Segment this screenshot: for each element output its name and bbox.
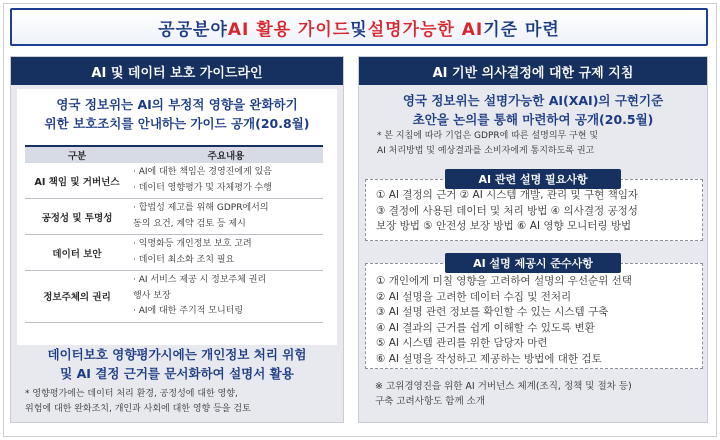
section-label-compliance: AI 설명 제공시 준수사항	[445, 253, 621, 273]
right-note: * 본 지침에 따라 기업은 GDPR에 따른 설명의무 구현 및 AI 처리방법 및 예상결과를 소비자에게 통지하도록 권고	[377, 131, 599, 156]
title-text-4: 설명가능한 AI	[367, 19, 484, 40]
slide-title	[10, 8, 708, 46]
table-row	[25, 235, 323, 271]
left-note: * 영향평가에는 데이터 처리 환경, 공정성에 대한 영향, 위험에 대한 완화조치, 개인과 사회에 대한 영향 등을 검토	[25, 389, 251, 414]
table-row	[25, 163, 323, 199]
explanation-requirements-box: ① AI 결정의 근거 ② AI 시스템 개발, 관리 및 구현 책임자 ③ 결정에 사용된 데이터 및 처리 방법 ④ 의사결정 공정성 보장 방법 ⑤ 안전성 보장 방법 ⑥ AI 영향 모니터링 방법	[365, 179, 703, 241]
table-header-category: 구분	[25, 146, 129, 163]
table-row-category: 정보주체의 권리	[25, 271, 129, 323]
table-header-row	[25, 146, 323, 163]
title-text-1: 공공분야	[158, 19, 228, 40]
left-main-card	[17, 89, 337, 345]
table-row-items: · AI 서비스 제공 시 정보주체 권리 행사 보장 · AI에 대한 주기적 모니터링	[129, 271, 323, 323]
left-panel	[10, 56, 344, 423]
table-row-items: · AI에 대한 책임은 경영진에게 있음 · 데이터 영향평가 및 자체평가 수행	[129, 163, 323, 199]
table-row-items: · 합법성 제고를 위해 GDPR에서의 동의 요건, 계약 검토 등 제시	[129, 199, 323, 235]
right-panel	[358, 56, 708, 423]
left-lead: 영국 정보위는 AI의 부정적 영향을 완화하기 위한 보호조치를 안내하는 가이드 공개(20.8월)	[44, 97, 310, 131]
left-panel-header: AI 및 데이터 보호 가이드라인	[11, 57, 343, 85]
table-header-content: 주요내용	[129, 146, 323, 163]
guide-table	[25, 145, 323, 323]
compliance-box: ① 개인에게 미칠 영향을 고려하여 설명의 우선순위 선택 ② AI 설명을 고려한 데이터 수집 및 전처리 ③ AI 설명 관련 정보를 확인할 수 있는 시스템 구축 ④ AI 결과의 근거를 쉽게 이해할 수 있도록 변환 ⑤ AI 시스템 관리를 위한 담당자 마련 ⑥ AI 설명을 작성하고 제공하는 방법에 대한 검토	[365, 263, 703, 369]
title-text-5: 기준 마련	[483, 19, 560, 40]
table-row-category: 공정성 및 투명성	[25, 199, 129, 235]
right-footnote: ※ 고위경영진을 위한 AI 거버넌스 체계(조직, 정책 및 절차 등) 구축 고려사항도 함께 소개	[375, 381, 632, 407]
table-row	[25, 271, 323, 323]
title-text-3: 및	[350, 19, 368, 40]
right-panel-header: AI 기반 의사결정에 대한 규제 지침	[359, 57, 707, 85]
section-label-requirements: AI 관련 설명 필요사항	[445, 169, 621, 189]
table-row-category: AI 책임 및 거버넌스	[25, 163, 129, 199]
table-row-category: 데이터 보안	[25, 235, 129, 271]
table-row-items: · 익명화등 개인정보 보호 고려 · 데이터 최소화 조치 필요	[129, 235, 323, 271]
right-lead: 영국 정보위는 설명가능한 AI(XAI)의 구현기준 초안을 논의를 통해 마련하여 공개(20.5월)	[402, 93, 664, 127]
title-text-2: AI 활용 가이드	[227, 19, 351, 40]
table-row	[25, 199, 323, 235]
left-conclusion: 데이터보호 영향평가시에는 개인정보 처리 위험 및 AI 결정 근거를 문서화하여 설명서 활용	[47, 347, 307, 381]
